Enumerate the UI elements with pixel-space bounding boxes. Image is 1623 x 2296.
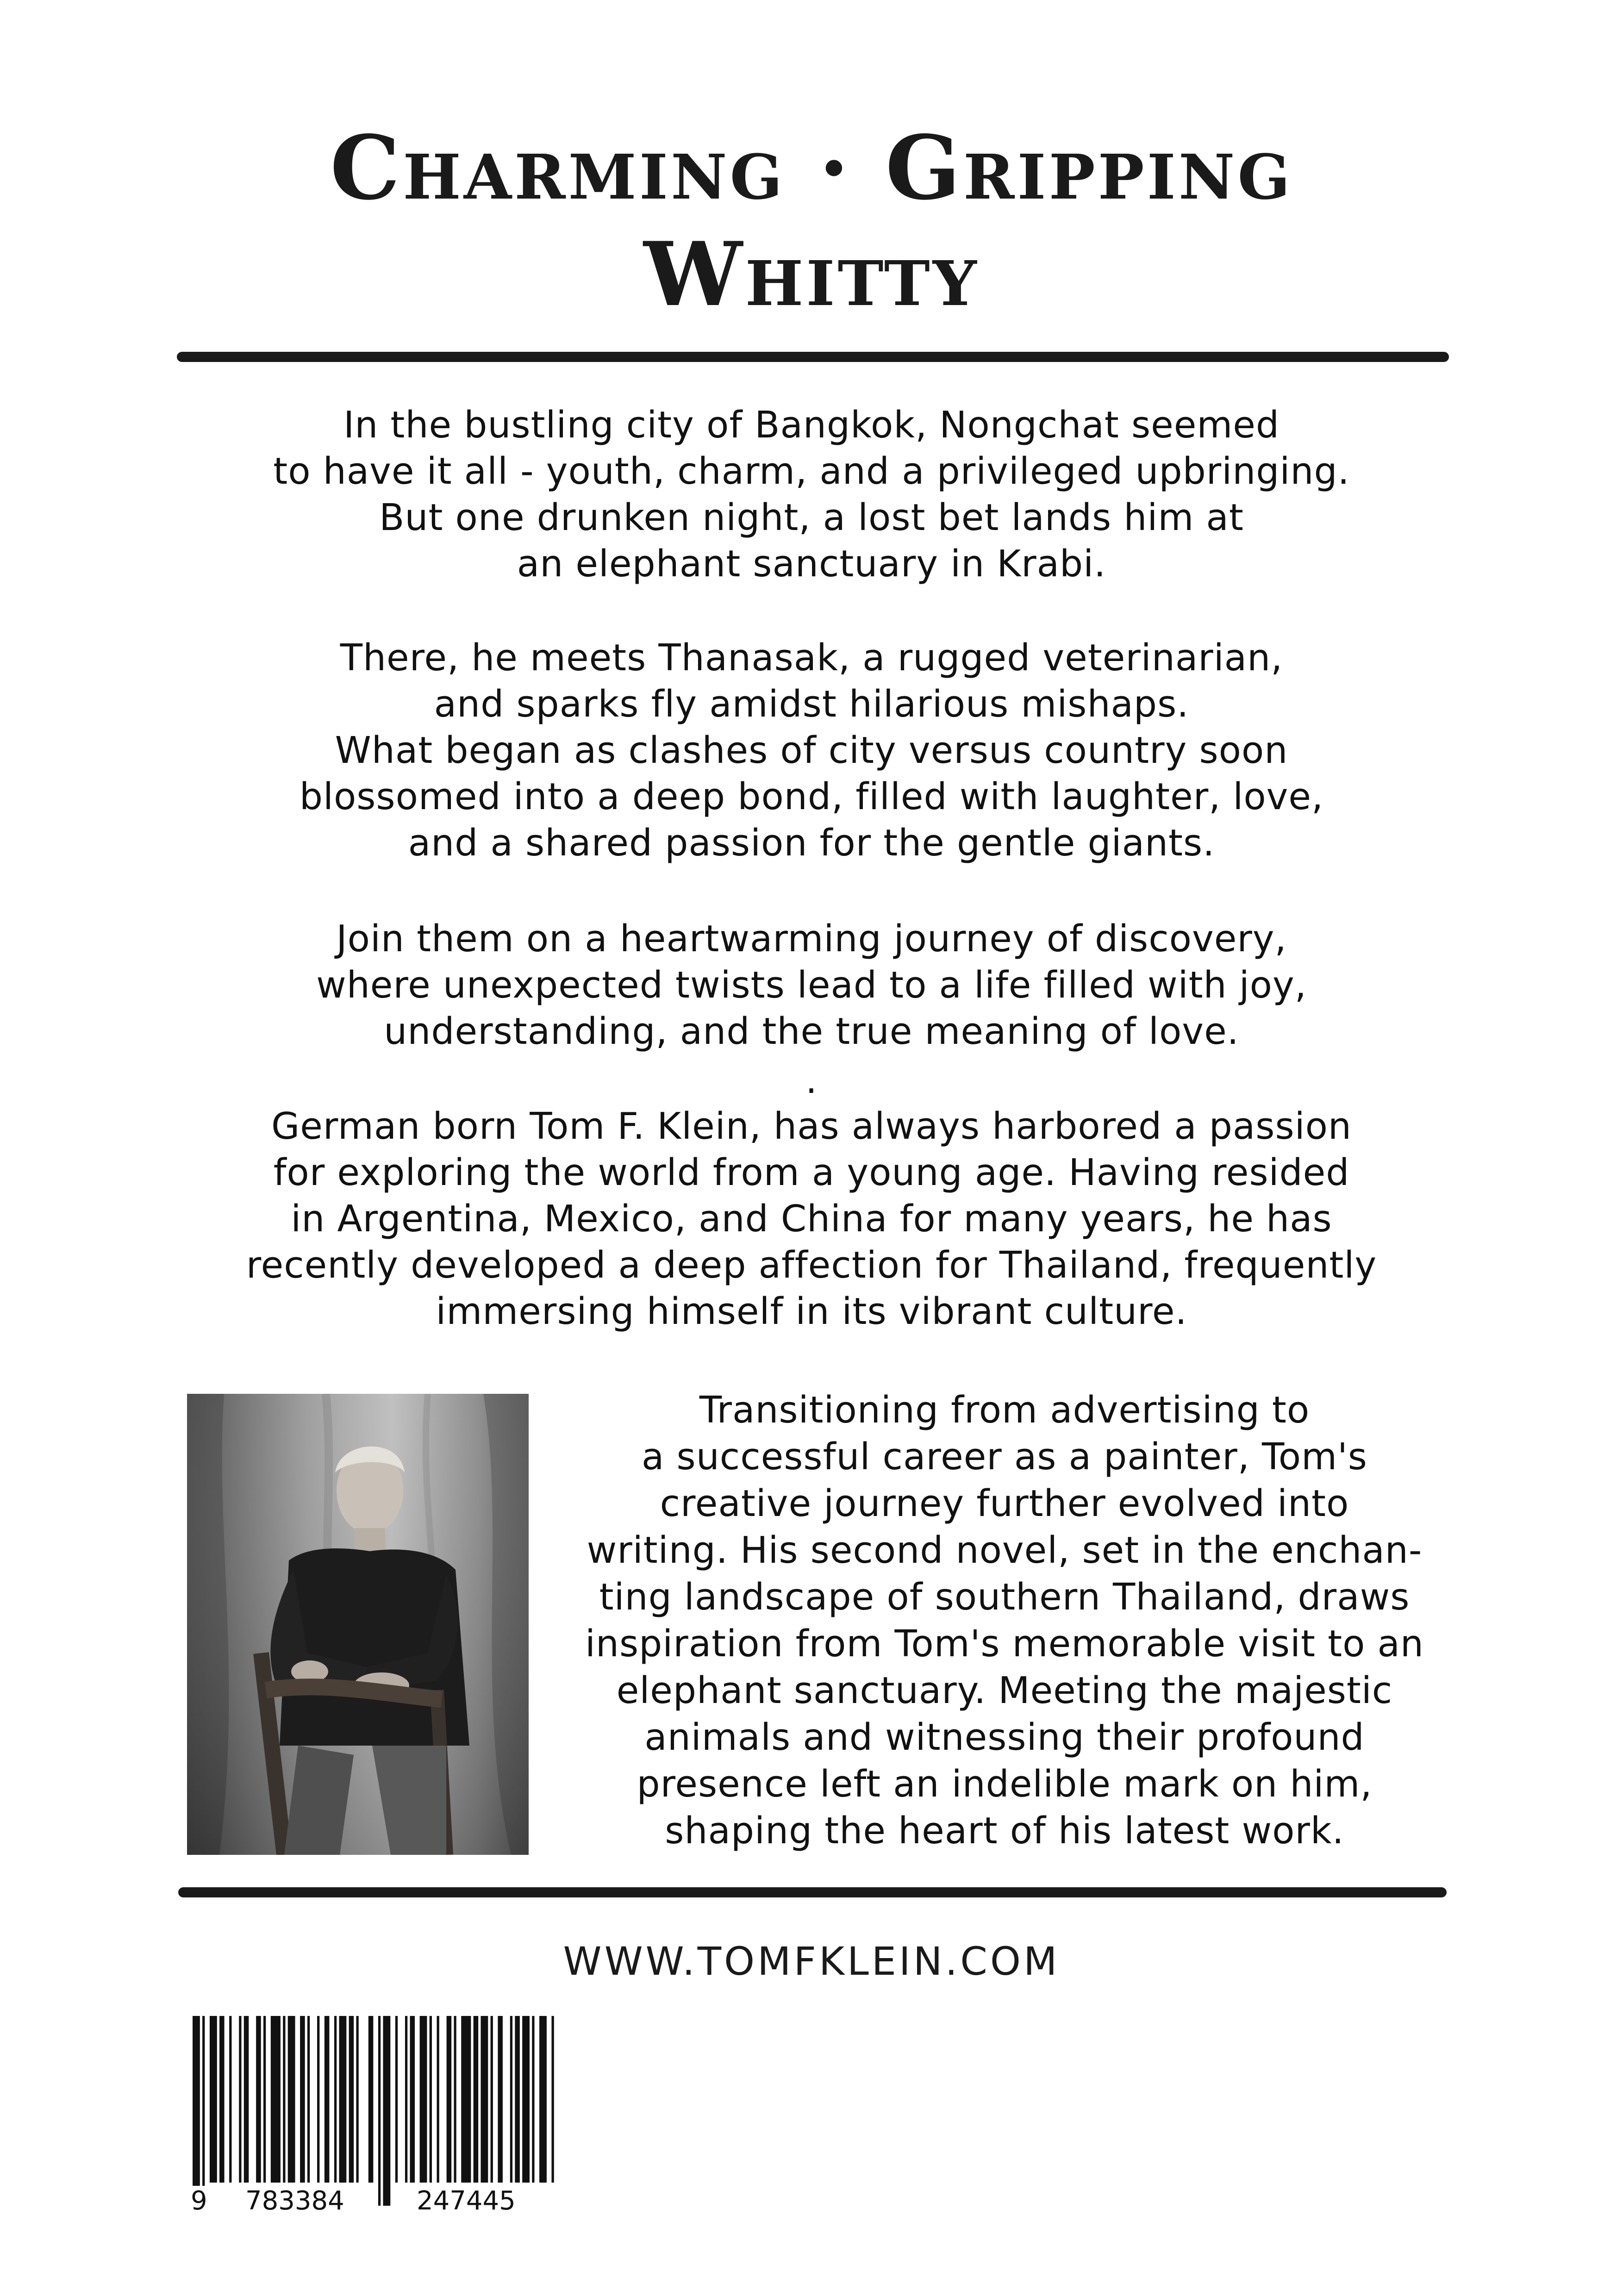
barcode-bar	[430, 2016, 432, 2183]
barcode-bar	[410, 2016, 415, 2183]
barcode-bar	[325, 2016, 330, 2183]
blurb-paragraph-2	[139, 635, 1484, 866]
barcode-bar	[551, 2016, 554, 2183]
bio-line: recently developed a deep affection for Thailand, frequently	[246, 1244, 1377, 1286]
author-bio-paragraph	[139, 1103, 1484, 1335]
blurb-paragraph-3	[139, 916, 1484, 1054]
barcode-bar	[368, 2016, 374, 2183]
blurb-line: understanding, and the true meaning of love.	[384, 1010, 1239, 1053]
barcode-left-digits: 783384	[243, 2186, 346, 2216]
barcode-bar	[300, 2016, 305, 2183]
barcode-bar	[437, 2016, 439, 2183]
isbn-barcode-digits	[193, 2186, 556, 2218]
blurb-line: an elephant sanctuary in Krabi.	[517, 543, 1106, 585]
barcode-bar	[288, 2016, 295, 2183]
bio-line: Transitioning from advertising to	[699, 1389, 1310, 1431]
bio-line: ting landscape of southern Thailand, draws	[599, 1576, 1410, 1618]
barcode-bar	[539, 2016, 547, 2183]
blurb-line: and sparks fly amidst hilarious mishaps.	[434, 683, 1189, 725]
blurb-line: blossomed into a deep bond, filled with laughter, love,	[299, 775, 1324, 818]
website-url: WWW.TOMFKLEIN.COM	[563, 1939, 1060, 1984]
barcode-bar	[454, 2016, 456, 2183]
author-portrait-illustration	[187, 1394, 529, 1855]
blurb-line: But one drunken night, a lost bet lands him at	[379, 496, 1244, 539]
blurb-paragraph-1	[139, 402, 1484, 587]
cover-title-line-1: Charming · Gripping	[330, 116, 1293, 219]
bio-line: creative journey further evolved into	[660, 1482, 1349, 1525]
barcode-bar	[405, 2016, 407, 2183]
barcode-bar	[229, 2016, 231, 2183]
barcode-lead-digit: 9	[189, 2186, 209, 2216]
barcode-bar	[481, 2016, 488, 2183]
bio-line: for exploring the world from a young age. Having resided	[273, 1151, 1350, 1194]
blurb-line: to have it all - youth, charm, and a privileged upbringing.	[273, 450, 1350, 493]
bio-line: German born Tom F. Klein, has always harbored a passion	[271, 1105, 1352, 1148]
barcode-bar	[461, 2016, 471, 2183]
barcode-bar	[283, 2016, 285, 2183]
bio-line: elephant sanctuary. Meeting the majestic	[616, 1669, 1393, 1712]
blurb-line: There, he meets Thanasak, a rugged veterinarian,	[340, 636, 1283, 679]
author-photo	[187, 1394, 529, 1855]
barcode-bar	[356, 2016, 358, 2183]
bio-line: immersing himself in its vibrant culture.	[436, 1290, 1187, 1333]
blurb-line: Join them on a heartwarming journey of discovery,	[336, 917, 1287, 960]
author-bio-continued	[528, 1387, 1481, 1854]
barcode-bar	[193, 2016, 200, 2206]
barcode-bar	[491, 2016, 493, 2183]
barcode-bar	[420, 2016, 427, 2183]
barcode-bar	[532, 2016, 534, 2183]
barcode-bar	[522, 2016, 530, 2183]
barcode-bar	[383, 2016, 390, 2206]
bio-line: animals and witnessing their profound	[644, 1716, 1365, 1759]
barcode-bar	[447, 2016, 452, 2183]
blurb-line: and a shared passion for the gentle giants.	[408, 822, 1215, 864]
barcode-bar	[349, 2016, 354, 2183]
barcode-bar	[339, 2016, 347, 2183]
barcode-bar	[510, 2016, 512, 2183]
bio-line: in Argentina, Mexico, and China for many years, he has	[291, 1198, 1332, 1240]
barcode-bar	[263, 2016, 266, 2183]
top-divider	[177, 352, 1449, 362]
barcode-bar	[244, 2016, 249, 2183]
blurb-line: where unexpected twists lead to a life filled with joy,	[316, 964, 1307, 1006]
barcode-bar	[219, 2016, 225, 2183]
barcode-bar	[395, 2016, 398, 2183]
isbn-barcode	[193, 2016, 556, 2206]
barcode-right-digits: 247445	[415, 2186, 518, 2216]
bio-line: a successful career as a painter, Tom's	[642, 1435, 1367, 1478]
bio-line: inspiration from Tom's memorable visit to an	[585, 1622, 1424, 1665]
barcode-bar	[307, 2016, 310, 2183]
barcode-bar	[239, 2016, 241, 2183]
bio-line: shaping the heart of his latest work.	[665, 1809, 1344, 1852]
blurb-line: In the bustling city of Bangkok, Nongchat seemed	[343, 404, 1280, 446]
barcode-bar	[498, 2016, 503, 2183]
separator-dot: .	[805, 1059, 818, 1102]
barcode-bar	[256, 2016, 261, 2183]
cover-title-line-2: Whitty	[643, 223, 980, 326]
barcode-bar	[317, 2016, 319, 2183]
barcode-bar	[515, 2016, 520, 2183]
barcode-bar	[474, 2016, 479, 2183]
barcode-bar	[210, 2016, 217, 2183]
bio-line: presence left an indelible mark on him,	[637, 1763, 1373, 1805]
barcode-bar	[334, 2016, 337, 2183]
blurb-line: What began as clashes of city versus country soon	[335, 729, 1288, 772]
bio-line: writing. His second novel, set in the enchan-	[587, 1529, 1423, 1572]
barcode-bars	[193, 2016, 556, 2206]
barcode-bar	[202, 2016, 205, 2206]
bottom-divider	[178, 1887, 1447, 1897]
barcode-bar	[271, 2016, 281, 2183]
barcode-bar	[378, 2016, 381, 2206]
